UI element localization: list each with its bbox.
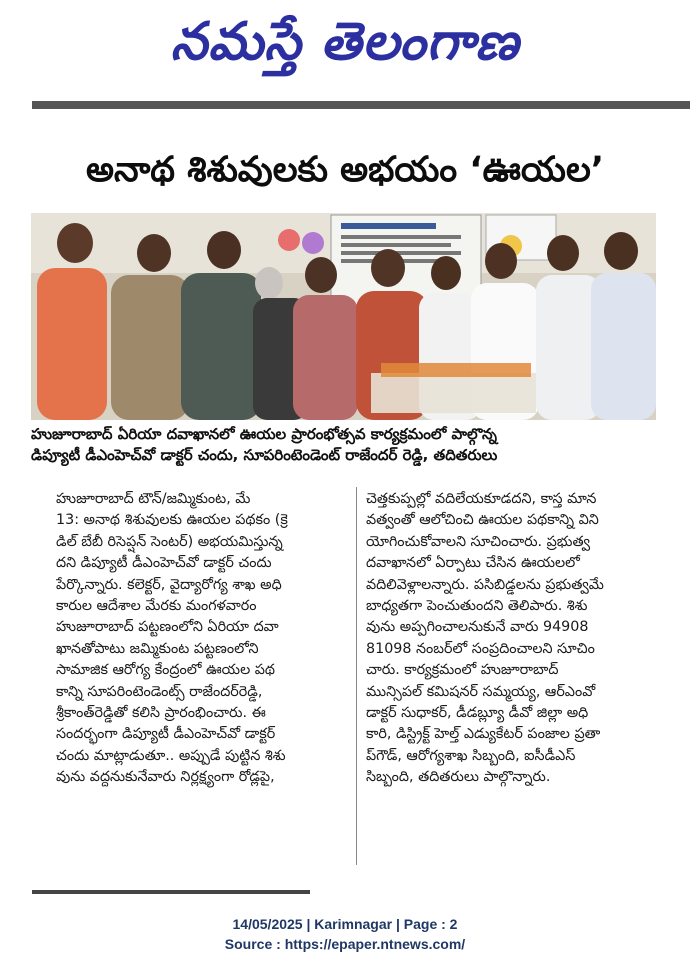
article-body-left-column <box>56 489 361 789</box>
caption-line: డిప్యూటీ డీఎంహెచ్‌వో డాక్టర్ చందు, సూపరింటెండెంట్ రాజేందర్ రెడ్డి, తదితరులు <box>31 446 498 464</box>
article-body-right-column <box>366 489 666 789</box>
body-line: ఖానతోపాటు జమ్మికుంట పట్టణంలోని <box>56 640 259 657</box>
body-line: హుజూరాబాద్ పట్టణంలోని ఏరియా దవా <box>56 619 279 636</box>
article-headline: అనాథ శిశువులకు అభయం ‘ఊయల’ <box>85 150 605 190</box>
article-photo <box>31 213 656 420</box>
body-line: వత్వంతో ఆలోచించి ఊయల పథకాన్ని విని <box>366 512 599 529</box>
body-line: డాక్టర్ సుధాకర్, డీడబ్ల్యూ డీవో జిల్లా అధి <box>366 705 589 722</box>
body-line: ప్‌గౌడ్, ఆరోగ్యశాఖ సిబ్బంది, ఐసీడీఎస్ <box>366 747 576 764</box>
body-line: డిల్ బేబీ రిసెప్షన్ సెంటర్) అభయమిస్తున్న <box>56 533 283 550</box>
masthead <box>0 0 690 90</box>
body-line: హుజూరాబాద్ టౌన్/జమ్మికుంట, మే <box>56 491 251 507</box>
body-line: దని డిప్యూటీ డీఎంహెచ్‌వో డాక్టర్ చందు <box>56 555 272 572</box>
footer-date-edition: 14/05/2025 | Karimnagar | Page : 2 <box>232 916 458 932</box>
body-line: మున్సిపల్ కమిషనర్ సమ్మయ్య, ఆర్ఎంవో <box>366 683 596 700</box>
body-line: సామాజిక ఆరోగ్య కేంద్రంలో ఊయల పథ <box>56 662 276 679</box>
caption-line: హుజూరాబాద్ ఏరియా దవాఖానలో ఊయల ప్రారంభోత్సవ కార్యక్రమంలో పాల్గొన్న <box>31 425 497 443</box>
article-end-divider <box>32 890 310 894</box>
newspaper-logo: నమస్తే తెలంగాణ <box>170 11 520 72</box>
body-line: యోగించుకోవాలని సూచించారు. ప్రభుత్వ <box>366 533 591 550</box>
footer-source-link[interactable]: Source : https://epaper.ntnews.com/ <box>224 936 466 952</box>
body-line: పేర్కొన్నారు. కలెక్టర్, వైద్యారోగ్య శాఖ అధి <box>56 576 282 593</box>
body-line: సందర్భంగా డిప్యూటీ డీఎంహెచ్‌వో డాక్టర్ <box>56 726 276 743</box>
body-line: దవాఖానలో ఏర్పాటు చేసిన ఊయలలో <box>366 555 580 572</box>
body-line: బాధ్యతగా పెంచుతుందని తెలిపారు. శిశు <box>366 598 588 615</box>
body-line: వును వద్దనుకునేవారు నిర్లక్ష్యంగా రోడ్లపై, <box>56 769 275 786</box>
body-line: చారు. కార్యక్రమంలో హుజూరాబాద్ <box>366 662 559 679</box>
body-line: చెత్తకుప్పల్లో వదిలేయకూడదని, కాస్త మాన <box>366 491 597 507</box>
body-line: వదిలివెళ్లాలన్నారు. పసిబిడ్డలను ప్రభుత్వమే <box>366 576 604 593</box>
body-line: వును అప్పగించాలనుకునే వారు 94908 <box>366 619 589 636</box>
body-line: శ్రీకాంత్‌రెడ్డితో కలిసి ప్రారంభించారు. ఈ <box>56 705 266 722</box>
body-line: కాన్ని సూపరింటెండెంట్స్ రాజేందర్‌రెడ్డి, <box>56 683 263 700</box>
body-line: కారి, డిస్ట్రిక్ట్ హెల్త్ ఎడ్యుకేటర్ పంజాల ప్రతా <box>366 726 601 743</box>
body-line: చందు మాట్లాడుతూ.. అప్పుడే పుట్టిన శిశు <box>56 747 286 764</box>
body-line: కారుల ఆదేశాల మేరకు మంగళవారం <box>56 598 257 615</box>
photo-caption <box>31 424 661 466</box>
body-line: 13: అనాథ శిశువులకు ఊయల పథకం (క్రె <box>56 512 288 529</box>
body-line: 81098 నంబర్‌లో సంప్రదించాలని సూచిం <box>366 640 595 657</box>
masthead-divider <box>32 101 690 109</box>
page-footer <box>0 914 690 954</box>
body-line: సిబ్బంది, తదితరులు పాల్గొన్నారు. <box>366 769 551 786</box>
column-divider <box>356 487 357 865</box>
